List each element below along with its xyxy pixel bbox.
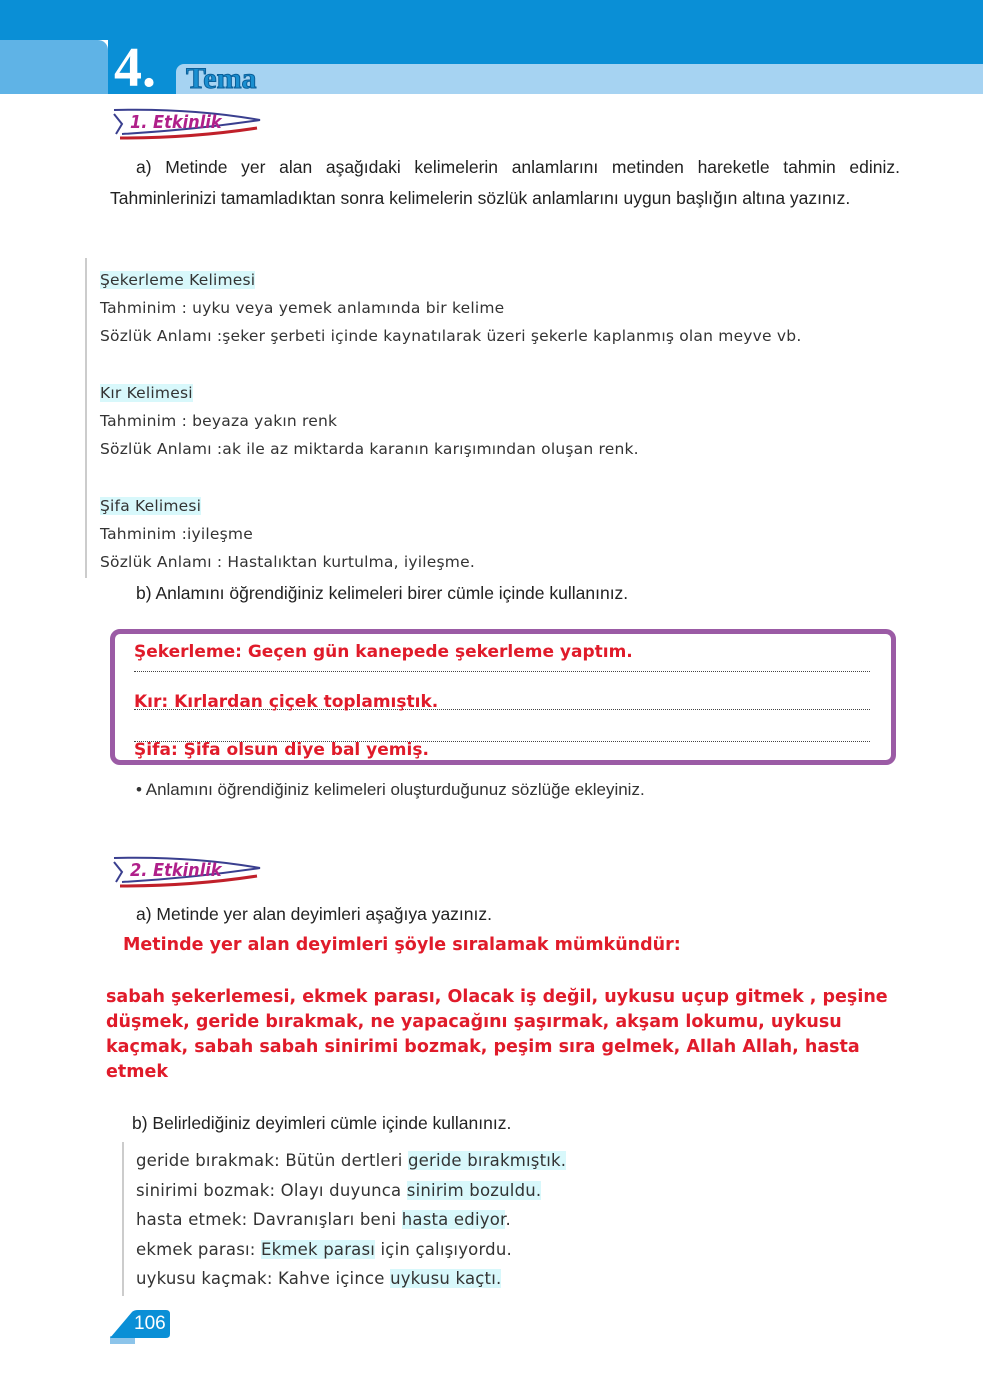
header-band [0,0,983,40]
usage-highlight: Ekmek parası [261,1239,376,1259]
header-tab-left [0,40,108,94]
word-entry [100,492,960,576]
usage-idiom: hasta etmek: [136,1210,253,1229]
page-number: 106 [134,1313,166,1334]
answer-intro: Metinde yer alan deyimleri şöyle sıralamak mümkündür: [123,935,681,955]
activity2-instruction-a: a) Metinde yer alan deyimleri aşağıya yazınız. [136,904,492,924]
word-meaning: Sözlük Anlamı :şeker şerbeti içinde kaynatılarak üzeri şekerle kaplanmış olan meyve vb. [100,327,802,345]
page-number-badge [110,1310,170,1344]
word-list [100,266,960,576]
word-meaning: Sözlük Anlamı :ak ile az miktarda karanın karışımından oluşan renk. [100,440,639,458]
usage-idiom: geride bırakmak: [136,1151,286,1170]
usage-text: Davranışları beni [252,1210,402,1229]
usage-idiom: ekmek parası: [136,1239,261,1259]
word-title: Şifa Kelimesi [100,497,202,515]
word-guess: Tahminim : beyaza yakın renk [100,412,338,430]
word-entry [100,266,960,379]
usage-highlight: geride bırakmıştık. [407,1151,567,1170]
theme-number: 4. [114,37,156,99]
activity1-instruction-a: a) Metinde yer alan aşağıdaki kelimelerin anlamlarını metinden hareketle tahmin ediniz. Tahminlerinizi tamamladıktan sonra kelimelerin sözlük anlamlarını uygun başlığın altına yazınız. [110,157,900,208]
usage-item [136,1176,566,1206]
sentence-line: Şifa: Şifa olsun diye bal yemiş. [134,740,429,760]
activity1-note: • Anlamını öğrendiğiniz kelimeleri oluşturduğunuz sözlüğe ekleyiniz. [136,780,645,799]
sentence-line: Şekerleme: Geçen gün kanepede şekerleme yaptım. [134,640,870,672]
usage-highlight: uykusu kaçtı. [390,1269,502,1288]
word-title: Kır Kelimesi [100,384,193,402]
usage-idiom: sinirimi bozmak: [136,1180,281,1200]
word-title: Şekerleme Kelimesi [100,271,256,289]
usage-text: Kahve içince [278,1269,391,1288]
activity1-instruction-b: b) Anlamını öğrendiğiniz kelimeleri birer cümle içinde kullanınız. [136,583,629,603]
sentence-line: Kır: Kırlardan çiçek toplamıştık. [134,690,870,710]
usage-text: Olayı duyunca [280,1180,407,1200]
usage-text: Bütün dertleri [285,1151,408,1170]
activity1-badge [112,108,262,142]
theme-title: Tema [186,62,257,95]
activity2-label: 2. Etkinlik [130,860,222,881]
activity2-badge [112,856,262,890]
usage-highlight: hasta ediyor [401,1210,506,1229]
usage-idiom: uykusu kaçmak: [136,1269,279,1288]
answer-list: sabah şekerlemesi, ekmek parası, Olacak iş değil, uykusu uçup gitmek , peşine düşmek, geride bırakmak, ne yapacağını şaşırmak, akşam lokumu, uykusu kaçmak, sabah sabah sinirimi bozmak, peşim sıra gelmek, Allah Allah, hasta etmek [106,987,888,1082]
word-guess: Tahminim : uyku veya yemek anlamında bir kelime [100,299,505,317]
usage-item [136,1205,566,1235]
word-entry [100,379,960,492]
pasted-block-border [85,258,87,578]
word-guess: Tahminim :iyileşme [100,525,253,543]
word-meaning: Sözlük Anlamı : Hastalıktan kurtulma, iyileşme. [100,553,475,571]
pasted-block-border [122,1142,124,1296]
usage-item [136,1146,566,1176]
header-title-bg [176,64,983,94]
usage-text: . [505,1210,511,1229]
activity2-instruction-b: b) Belirlediğiniz deyimleri cümle içinde kullanınız. [132,1113,512,1133]
usage-highlight: sinirim bozuldu. [406,1180,542,1200]
usage-item [136,1235,566,1265]
usage-list [136,1146,566,1294]
usage-text: için çalışıyordu. [375,1239,512,1259]
activity1-label: 1. Etkinlik [130,112,222,133]
usage-item [136,1264,566,1294]
